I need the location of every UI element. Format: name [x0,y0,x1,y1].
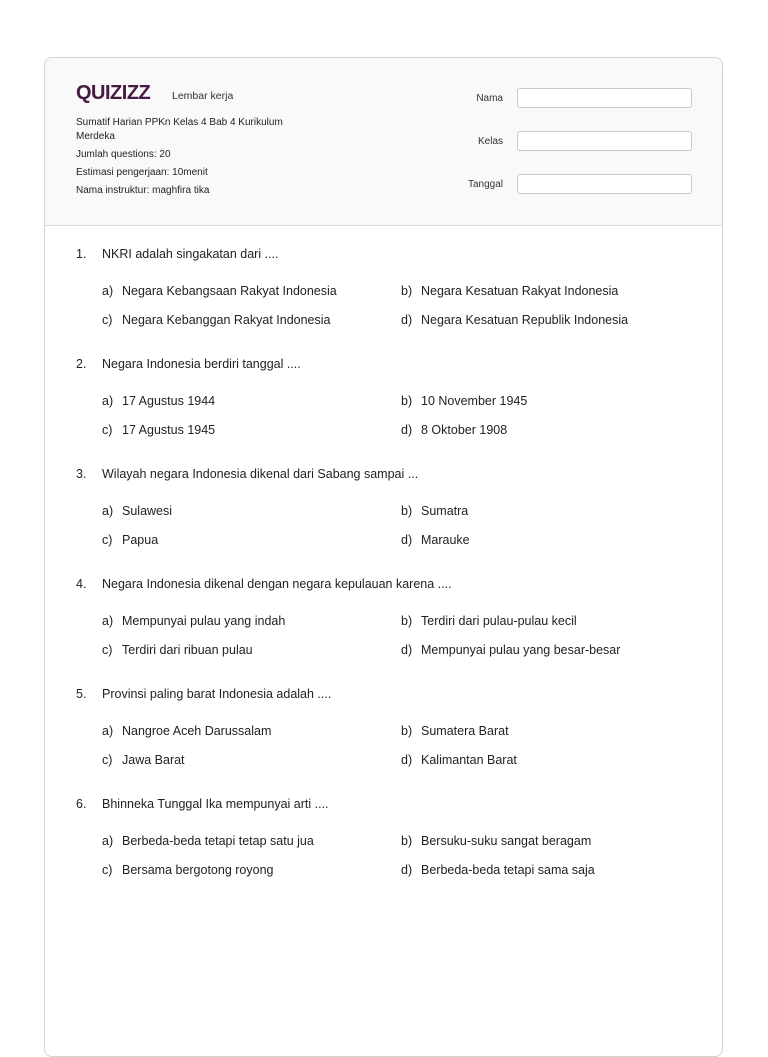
answer-option [102,832,401,850]
field-row-kelas [435,131,693,153]
answer-options [102,392,696,439]
answer-option [401,832,701,850]
question-text: Negara Indonesia berdiri tanggal .... [102,357,301,371]
meta-line: Estimasi pengerjaan: 10menit [76,166,208,178]
answer-option [102,421,401,439]
option-text: Sumatra [421,504,469,518]
option-letter: a) [102,614,114,628]
question-number: 6. [76,797,87,811]
question-text: Wilayah negara Indonesia dikenal dari Sabang sampai ... [102,467,419,481]
question-item [76,795,696,879]
answer-option [102,722,401,740]
option-text: Negara Kesatuan Rakyat Indonesia [421,284,619,298]
option-letter: d) [401,643,413,657]
question-stem [76,245,696,263]
kelas-field[interactable] [517,131,692,151]
question-stem [76,575,696,593]
option-text: Sulawesi [122,504,173,518]
option-letter: c) [102,643,113,657]
answer-option [401,311,701,329]
field-row-tanggal [435,174,693,196]
answer-option [401,502,701,520]
answer-options [102,722,696,769]
option-text: Jawa Barat [122,753,185,767]
meta-line: Nama instruktur: maghfira tika [76,184,210,196]
field-label: Kelas [477,136,503,147]
option-letter: c) [102,863,113,877]
option-text: Negara Kebangsaan Rakyat Indonesia [122,284,337,298]
question-number: 3. [76,467,87,481]
answer-option [102,861,401,879]
answer-option [401,751,701,769]
question-text: Negara Indonesia dikenal dengan negara kepulauan karena .... [102,577,452,591]
option-letter: c) [102,753,113,767]
worksheet-page [44,57,723,1057]
answer-options [102,502,696,549]
answer-option [401,722,701,740]
option-letter: c) [102,313,113,327]
answer-option [102,392,401,410]
question-number: 4. [76,577,87,591]
question-item [76,245,696,329]
option-text: Nangroe Aceh Darussalam [122,724,272,738]
question-number: 2. [76,357,87,371]
option-text: Terdiri dari ribuan pulau [122,643,253,657]
option-text: 8 Oktober 1908 [421,423,508,437]
option-text: Mempunyai pulau yang besar-besar [421,643,621,657]
option-letter: b) [401,724,413,738]
question-item [76,355,696,439]
option-text: Mempunyai pulau yang indah [122,614,286,628]
option-text: Terdiri dari pulau-pulau kecil [421,614,577,628]
option-text: Bersama bergotong royong [122,863,274,877]
option-letter: b) [401,504,413,518]
meta-line: Jumlah questions: 20 [76,148,171,160]
answer-option [401,641,701,659]
option-text: Marauke [421,533,470,547]
field-label: Tanggal [467,179,503,190]
option-text: 17 Agustus 1945 [122,423,216,437]
option-text: Negara Kesatuan Republik Indonesia [421,313,629,327]
answer-option [401,531,701,549]
answer-options [102,832,696,879]
option-text: Papua [122,533,159,547]
answer-option [401,861,701,879]
answer-option [102,502,401,520]
option-letter: d) [401,423,413,437]
option-letter: a) [102,834,114,848]
svg-text:QUIZIZZ: QUIZIZZ [76,82,151,103]
question-stem [76,795,696,813]
answer-option [401,392,701,410]
option-letter: b) [401,284,413,298]
option-text: Negara Kebanggan Rakyat Indonesia [122,313,331,327]
option-letter: c) [102,533,113,547]
question-number: 5. [76,687,87,701]
answer-option [102,641,401,659]
question-item [76,465,696,549]
option-text: Berbeda-beda tetapi sama saja [421,863,595,877]
question-text: Bhinneka Tunggal Ika mempunyai arti .... [102,797,329,811]
brand [76,82,233,106]
option-text: Berbeda-beda tetapi tetap satu jua [122,834,314,848]
option-text: 10 November 1945 [421,394,528,408]
answer-option [102,531,401,549]
quizizz-logo [76,82,166,103]
option-letter: d) [401,313,413,327]
option-text: Sumatera Barat [421,724,509,738]
answer-options [102,282,696,329]
answer-options [102,612,696,659]
field-label: Nama [476,93,503,104]
option-letter: b) [401,834,413,848]
answer-option [102,282,401,300]
meta-line: Sumatif Harian PPKn Kelas 4 Bab 4 Kurikulum Merdeka [76,117,283,142]
worksheet-header [45,58,722,226]
option-text: Bersuku-suku sangat beragam [421,834,592,848]
option-letter: a) [102,724,114,738]
option-letter: a) [102,284,114,298]
question-stem [76,355,696,373]
option-letter: b) [401,614,413,628]
option-letter: c) [102,423,113,437]
option-letter: a) [102,504,114,518]
question-stem [76,465,696,483]
option-letter: b) [401,394,413,408]
field-row-nama [435,88,693,110]
question-text: Provinsi paling barat Indonesia adalah .... [102,687,332,701]
nama-field[interactable] [517,88,692,108]
option-letter: d) [401,863,413,877]
answer-option [401,421,701,439]
question-number: 1. [76,247,87,261]
option-letter: d) [401,533,413,547]
answer-option [102,751,401,769]
option-letter: a) [102,394,114,408]
answer-option [401,282,701,300]
question-text: NKRI adalah singakatan dari .... [102,247,279,261]
tanggal-field[interactable] [517,174,692,194]
question-list [76,245,696,905]
question-item [76,575,696,659]
question-item [76,685,696,769]
answer-option [102,612,401,630]
option-letter: d) [401,753,413,767]
worksheet-type-label: Lembar kerja [172,90,234,102]
option-text: 17 Agustus 1944 [122,394,216,408]
option-text: Kalimantan Barat [421,753,517,767]
worksheet-meta [76,116,316,202]
question-stem [76,685,696,703]
answer-option [102,311,401,329]
answer-option [401,612,701,630]
